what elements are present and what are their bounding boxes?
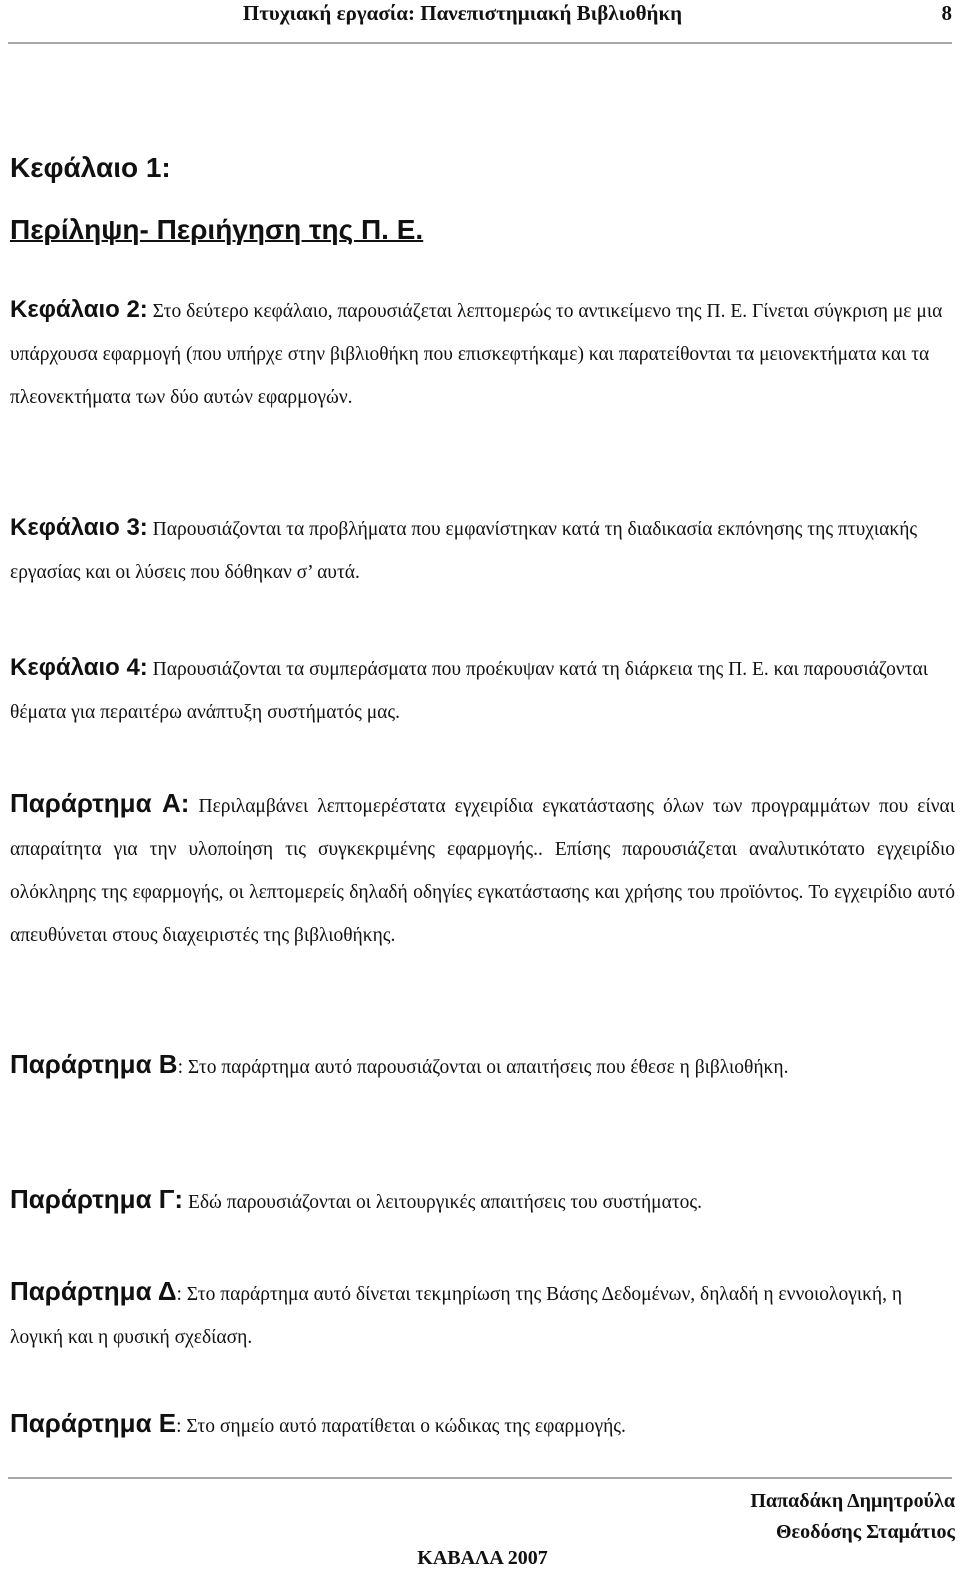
section-lead: Κεφάλαιο 3: <box>10 514 148 541</box>
section-text: : Στο παράρτημα αυτό δίνεται τεκμηρίωση της Βάσης Δεδομένων, δηλαδή η εννοιολογική, η λογική και η φυσική σχεδίαση. <box>10 1284 903 1348</box>
section-lead: Κεφάλαιο 2: <box>10 296 148 323</box>
section-text: Στο δεύτερο κεφάλαιο, παρουσιάζεται λεπτομερώς το αντικείμενο της Π. Ε. Γίνεται σύγκριση με μια υπάρχουσα εφαρμογή (που υπήρχε στην βιβλιοθήκη που επισκεφτήκαμε) και παρατείθονται τα μειονεκτήματα και τα πλεονεκτήματα των δύο αυτών εφαρμογών. <box>10 301 943 408</box>
chapter-1-heading: Κεφάλαιο 1: <box>10 152 171 183</box>
page-number: 8 <box>941 1 952 25</box>
page-header <box>0 0 960 44</box>
section-lead: Παράρτημα Δ <box>10 1276 177 1306</box>
footer-divider <box>8 1477 952 1479</box>
section-text: Περιλαμβάνει λεπτομερέστατα εγχειρίδια εγκατάστασης όλων των προγραμμάτων που είναι απαραίτητα για την υλοποίηση τις συγκεκριμένης εφαρμογής.. Επίσης παρουσιάζεται αναλυτικότατο εγχειρίδιο ολόκληρης της εφαρμογής, οι λεπτομερείς δηλαδή οδηγίες εγκατάστασης και χρήσης του προϊόντος. Το εγχειρίδιο αυτό απευθύνεται στους διαχειριστές της βιβλιοθήκης. <box>10 796 955 946</box>
section-lead: Παράρτημα Α: <box>10 788 190 818</box>
appendix-g-paragraph <box>10 1178 955 1224</box>
appendix-e-paragraph <box>10 1402 955 1448</box>
section-text: : Στο παράρτημα αυτό παρουσιάζονται οι απαιτήσεις που έθεσε η βιβλιοθήκη. <box>177 1057 789 1078</box>
header-title: Πτυχιακή εργασία: Πανεπιστημιακή Βιβλιοθήκη <box>242 1 683 25</box>
author-name: Θεοδόσης Σταμάτιος <box>775 1521 955 1543</box>
section-text: Εδώ παρουσιάζονται οι λειτουργικές απαιτήσεις του συστήματος. <box>187 1192 703 1213</box>
footer-authors <box>750 1486 955 1548</box>
section-lead: Κεφάλαιο 4: <box>10 654 148 681</box>
appendix-a-paragraph <box>10 782 955 957</box>
section-lead: Παράρτημα Β <box>10 1049 178 1079</box>
section-lead: Παράρτημα Γ: <box>10 1184 184 1214</box>
appendix-b-paragraph <box>10 1043 955 1089</box>
section-text: Παρουσιάζονται τα προβλήματα που εμφανίστηκαν κατά τη διαδικασία εκπόνησης της πτυχιακής εργασίας και οι λύσεις που δόθηκαν σ’ αυτά. <box>10 519 918 583</box>
header-divider <box>8 42 952 44</box>
author-name: Παπαδάκη Δημητρούλα <box>750 1490 955 1512</box>
chapter-2-paragraph <box>10 288 955 419</box>
appendix-d-paragraph <box>10 1270 955 1359</box>
section-text: Παρουσιάζονται τα συμπεράσματα που προέκυψαν κατά τη διάρκεια της Π. Ε. και παρουσιάζονται θέματα για περαιτέρω ανάπτυξη συστήματός μας. <box>10 659 928 723</box>
footer-city-year: ΚΑΒΑΛΑ 2007 <box>417 1547 548 1569</box>
chapter-3-paragraph <box>10 506 955 594</box>
chapter-4-paragraph <box>10 646 955 734</box>
chapter-1-subtitle: Περίληψη- Περιήγηση της Π. Ε. <box>10 214 424 245</box>
section-lead: Παράρτημα Ε <box>10 1408 177 1438</box>
section-text: : Στο σημείο αυτό παρατίθεται ο κώδικας της εφαρμογής. <box>176 1416 626 1437</box>
